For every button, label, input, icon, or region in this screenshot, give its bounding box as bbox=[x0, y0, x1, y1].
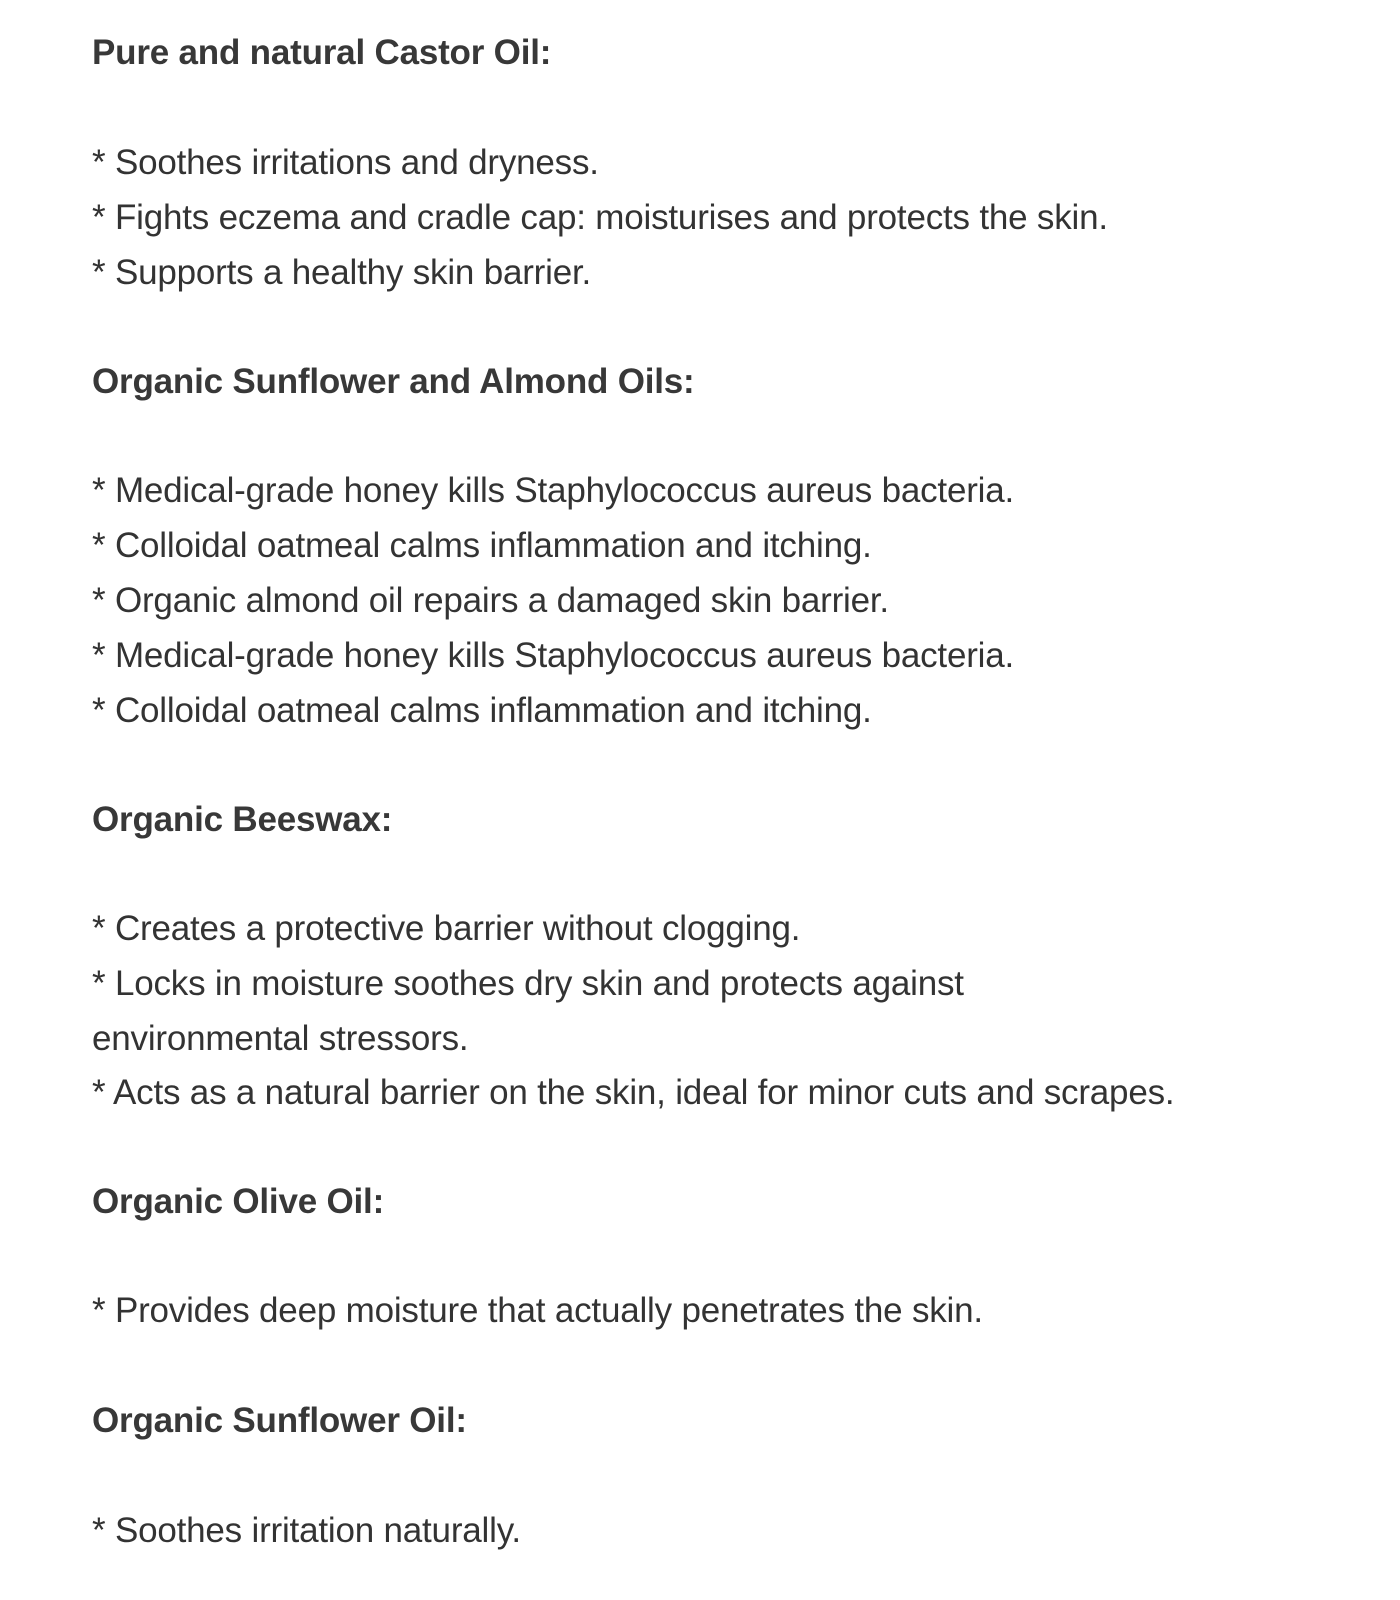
bullet-line: * Creates a protective barrier without clogging. bbox=[92, 909, 801, 948]
bullet-line: * Provides deep moisture that actually penetrates the skin. bbox=[92, 1291, 983, 1330]
section-heading: Organic Sunflower and Almond Oils: bbox=[92, 362, 695, 401]
section-heading: Organic Beeswax: bbox=[92, 800, 393, 839]
bullet-line-continuation: environmental stressors. bbox=[92, 1019, 469, 1058]
section-heading: Organic Sunflower Oil: bbox=[92, 1401, 467, 1440]
bullet-line: * Soothes irritation naturally. bbox=[92, 1511, 521, 1550]
bullet-line: * Acts as a natural barrier on the skin, ideal for minor cuts and scrapes. bbox=[92, 1073, 1175, 1112]
bullet-line: * Locks in moisture soothes dry skin and protects against bbox=[92, 964, 964, 1003]
bullet-line: * Organic almond oil repairs a damaged skin barrier. bbox=[92, 581, 889, 620]
bullet-line: * Medical-grade honey kills Staphylococcus aureus bacteria. bbox=[92, 471, 1015, 510]
bullet-line: * Colloidal oatmeal calms inflammation and itching. bbox=[92, 691, 872, 730]
bullet-line: * Supports a healthy skin barrier. bbox=[92, 253, 592, 292]
bullet-line: * Fights eczema and cradle cap: moisturises and protects the skin. bbox=[92, 198, 1108, 237]
bullet-line: * Colloidal oatmeal calms inflammation and itching. bbox=[92, 526, 872, 565]
bullet-line: * Soothes irritations and dryness. bbox=[92, 143, 599, 182]
section-heading: Organic Olive Oil: bbox=[92, 1182, 385, 1221]
section-heading: Pure and natural Castor Oil: bbox=[92, 33, 552, 72]
bullet-line: * Medical-grade honey kills Staphylococcus aureus bacteria. bbox=[92, 636, 1015, 675]
